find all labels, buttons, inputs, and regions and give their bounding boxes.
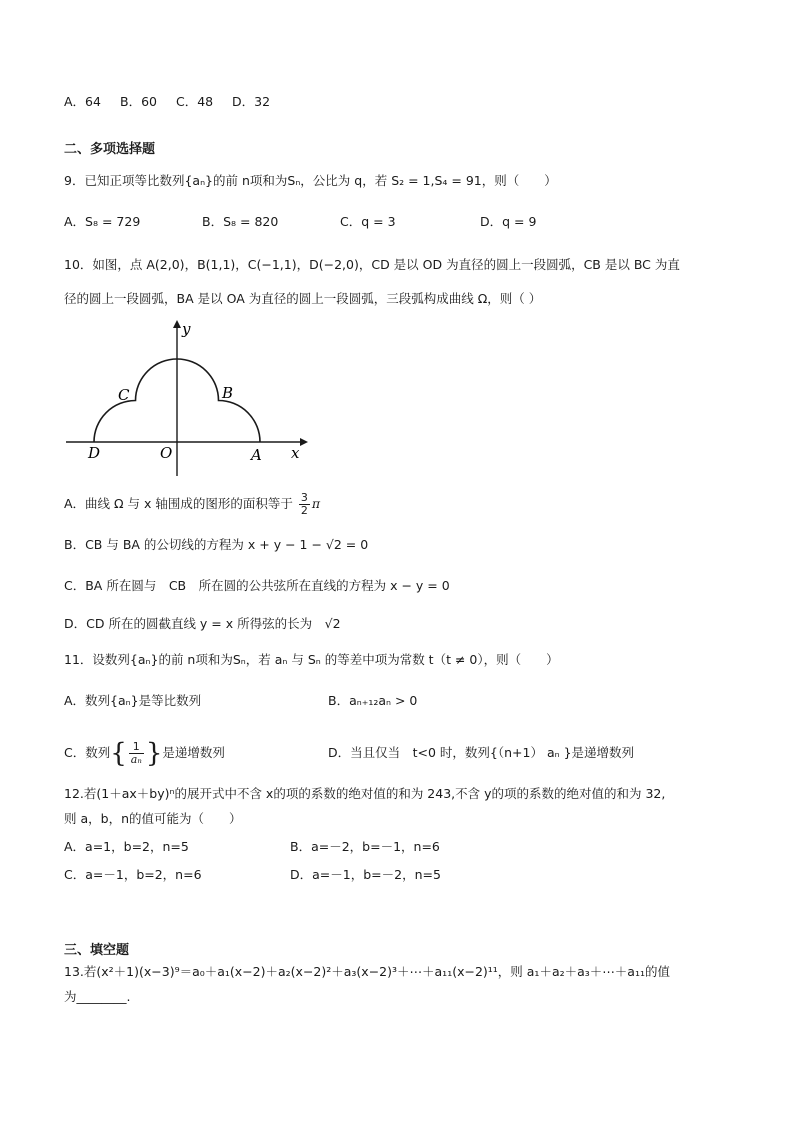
q12-option-a: A．a=1，b=2，n=5 xyxy=(64,839,189,854)
q8-option-d: D．32 xyxy=(232,94,271,109)
q10-option-c: C．BA 所在圆与 CB 所在圆的公共弦所在直线的方程为 x − y = 0 xyxy=(64,578,450,593)
label-x: x xyxy=(291,444,300,462)
q12-option-d: D．a=－1，b=－2，n=5 xyxy=(290,867,441,882)
q13-stem-line1: 13.若(x²＋1)(x−3)⁹＝a₀＋a₁(x−2)＋a₂(x−2)²＋a₃(x−2)³＋⋯＋a₁₁(x−2)¹¹，则 a₁＋a₂＋a₃＋⋯＋a₁₁的值 xyxy=(64,964,670,979)
q11-option-c-prefix: C．数列 xyxy=(64,745,111,760)
fraction-denominator: aₙ xyxy=(130,753,142,766)
fraction-three-halves xyxy=(299,492,310,517)
q9-option-d: D．q = 9 xyxy=(480,214,537,229)
q10-option-b: B．CB 与 BA 的公切线的方程为 x + y − 1 − √2 = 0 xyxy=(64,537,369,552)
q9-option-c: C．q = 3 xyxy=(340,214,396,229)
left-brace-icon: { xyxy=(110,738,127,769)
q10-stem-line1: 10．如图，点 A(2,0)，B(1,1)，C(−1,1)，D(−2,0)，CD 是以 OD 为直径的圆上一段圆弧，CB 是以 BC 为直 xyxy=(64,257,680,272)
q10-option-d: D．CD 所在的圆截直线 y = x 所得弦的长为 √2 xyxy=(64,616,341,631)
q10-curve-figure xyxy=(60,316,320,478)
q11-option-c-suffix: 是递增数列 xyxy=(162,745,225,760)
q11-stem: 11．设数列{aₙ}的前 n项和为Sₙ，若 aₙ 与 Sₙ 的等差中项为常数 t（t ≠ 0），则（ ） xyxy=(64,652,559,667)
fraction-denominator: 2 xyxy=(300,504,308,517)
q9-option-b: B．S₈ = 820 xyxy=(202,214,279,229)
label-a: A xyxy=(251,446,262,464)
q8-option-b: B．60 xyxy=(120,94,157,109)
q8-option-c: C．48 xyxy=(176,94,214,109)
q9-option-a: A．S₈ = 729 xyxy=(64,214,141,229)
q12-option-b: B．a=－2，b=－1，n=6 xyxy=(290,839,440,854)
q11-option-b: B．aₙ₊₁₂aₙ > 0 xyxy=(328,693,418,708)
q12-stem-line2: 则 a，b，n的值可能为（ ） xyxy=(64,811,242,826)
right-brace-icon: } xyxy=(145,738,163,769)
q11-option-a: A．数列{aₙ}是等比数列 xyxy=(64,693,202,708)
q12-stem-line1: 12.若(1＋ax＋by)ⁿ的展开式中不含 x的项的系数的绝对值的和为 243,不含 y的项的系数的绝对值的和为 32, xyxy=(64,786,666,801)
label-b: B xyxy=(222,384,234,402)
q9-stem: 9．已知正项等比数列{aₙ}的前 n项和为Sₙ，公比为 q，若 S₂ = 1,S₄ = 91，则（ ） xyxy=(64,173,557,188)
pi-symbol: π xyxy=(311,496,321,511)
fraction-one-over-an xyxy=(129,741,144,766)
q10-stem-line2: 径的圆上一段圆弧，BA 是以 OA 为直径的圆上一段圆弧，三段弧构成曲线 Ω，则（ ） xyxy=(64,291,542,306)
q11-option-c xyxy=(64,735,225,772)
section-title-multiple-choice: 二、多项选择题 xyxy=(64,142,156,157)
q12-option-c: C．a=－1，b=2，n=6 xyxy=(64,867,202,882)
label-d: D xyxy=(88,444,101,462)
q8-option-a: A．64 xyxy=(64,94,101,109)
section-title-fill-in: 三、填空题 xyxy=(64,943,130,958)
label-c: C xyxy=(118,386,130,404)
q10-option-a-text: A．曲线 Ω 与 x 轴围成的图形的面积等于 xyxy=(64,496,293,511)
label-y: y xyxy=(182,320,191,338)
fraction-numerator: 3 xyxy=(300,491,308,504)
q10-option-a xyxy=(64,492,320,517)
label-o: O xyxy=(160,444,173,462)
q11-option-d: D．当且仅当 t<0 时，数列{（n+1） aₙ }是递增数列 xyxy=(328,745,635,760)
fraction-numerator: 1 xyxy=(129,741,144,754)
q13-stem-line2: 为________. xyxy=(64,989,131,1004)
y-axis-arrow-icon xyxy=(173,320,181,328)
x-axis-arrow-icon xyxy=(300,438,308,446)
